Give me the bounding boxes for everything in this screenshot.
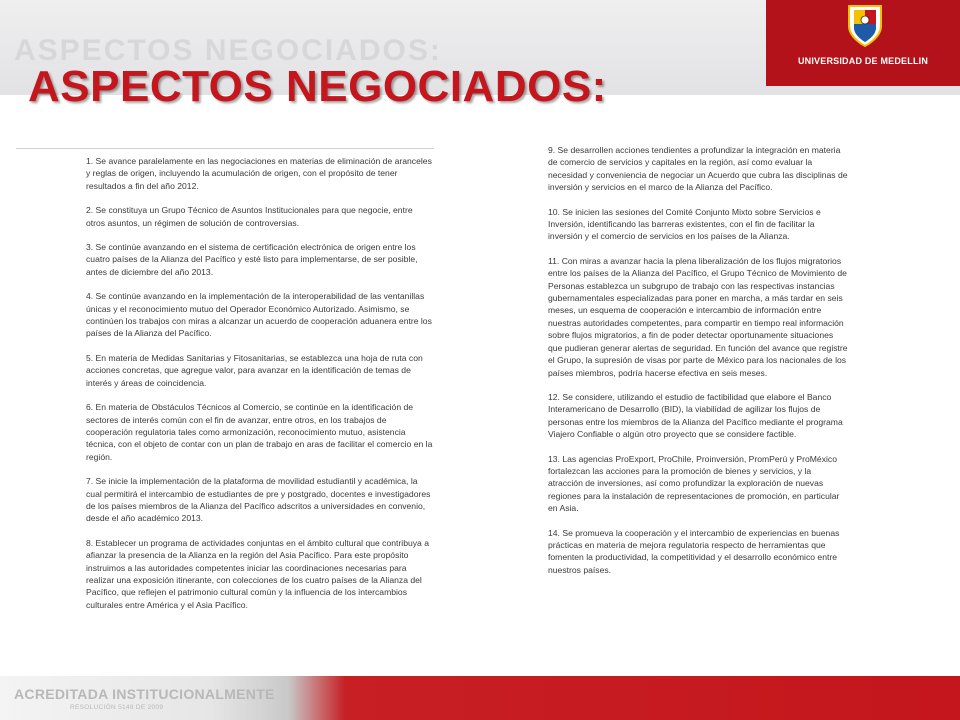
list-item: 4. Se continúe avanzando en la implementación de la interoperabilidad de las ventanillas únicas y el reconocimiento mutuo del Operador Económico Autorizado. Asimismo, se continúen los trabajos con miras a alcanzar un acuerdo de cooperación aduanera entre los países de la Alianza del Pacífico.	[86, 291, 432, 339]
list-item: 5. En materia de Medidas Sanitarias y Fitosanitarias, se establezca una hoja de ruta con acciones concretas, que agregue valor, para avanzar en la identificación de temas de interés y áreas de coincidencia.	[86, 352, 423, 388]
list-item: 14. Se promueva la cooperación y el intercambio de experiencias en buenas prácticas en materia de mejora regulatoria respecto de herramientas que fomenten la productividad, la competitividad y el desarrollo económico entre nuestros países.	[548, 527, 840, 575]
university-name: UNIVERSIDAD DE MEDELLIN	[797, 56, 929, 66]
list-item: 8. Establecer un programa de actividades conjuntas en el ámbito cultural que contribuya a afianzar la presencia de la Alianza en la región del Asia Pacífico. Para este propósito instruimos a las autoridades competentes iniciar las coordinaciones necesarias para realizar una exposición itinerante, con colecciones de los cuatro países de la Alianza del Pacífico, que reflejen el patrimonio cultural común y la influencia de los intercambios culturales entre América y el Asia Pacífico.	[86, 537, 429, 610]
university-shield-icon	[846, 4, 884, 48]
list-item: 1. Se avance paralelamente en las negociaciones en materias de eliminación de aranceles y reglas de origen, incluyendo la acumulación de origen, con el propósito de tener resultados a fin del año 2012.	[86, 156, 432, 191]
list-item: 7. Se inicie la implementación de la plataforma de movilidad estudiantil y académica, la cual permitirá el intercambio de estudiantes de pre y postgrado, docentes e investigadores de los países miembros de la Alianza del Pacífico adscritos a universidades en convenio, desde el año académico 2013.	[86, 476, 431, 524]
right-column	[548, 144, 848, 628]
divider	[16, 148, 434, 149]
list-item: 11. Con miras a avanzar hacia la plena liberalización de los flujos migratorios entre los países de la Alianza del Pacífico, el Grupo Técnico de Movimiento de Personas establezca un subgrupo de trabajo con las respectivas instancias gubernamentales especializadas para poner en marcha, a más tardar en seis meses, un esquema de cooperación e intercambio de información entre nuestras autoridades competentes, para compartir en tiempo real información sobre flujos migratorios, a fin de poder detectar oportunamente situaciones que pudieran generar alertas de seguridad. En función del avance que registre el Grupo, la supresión de visas por parte de México para los nacionales de los países miembros, podría hacerse efectiva en seis meses.	[548, 255, 848, 378]
list-item: 12. Se considere, utilizando el estudio de factibilidad que elabore el Banco Interamericano de Desarrollo (BID), la viabilidad de agilizar los flujos de personas entre los miembros de la Alianza del Pacífico mediante el programa Viajero Confiable o algún otro proyecto que se considere factible.	[548, 391, 843, 440]
accreditation-text: ACREDITADA INSTITUCIONALMENTE	[14, 686, 275, 702]
list-item: 10. Se inicien las sesiones del Comité Conjunto Mixto sobre Servicios e Inversión, identificando las barreras existentes, con el fin de facilitar la inversión y el comercio de servicios en los países de la Alianza.	[548, 206, 821, 242]
left-column	[86, 155, 434, 635]
list-item: 9. Se desarrollen acciones tendientes a profundizar la integración en materia de comercio de servicios y capitales en la región, así como evaluar la necesidad y conveniencia de negociar un Acuerdo que cubra las disciplinas de inversión y servicios en el marco de la Alianza del Pacífico.	[548, 145, 848, 193]
header-ghost-title: ASPECTOS NEGOCIADOS:	[14, 34, 442, 67]
page-title: ASPECTOS NEGOCIADOS:	[28, 62, 607, 111]
list-item: 2. Se constituya un Grupo Técnico de Asuntos Institucionales para que negocie, entre otros asuntos, un régimen de solución de controversias.	[86, 205, 413, 228]
list-item: 6. En materia de Obstáculos Técnicos al Comercio, se continúe en la identificación de sectores de interés común con el fin de avanzar, entre otros, en los trabajos de cooperación regulatoria tales como armonización, reconocimiento mutuo, asistencia técnica, con el objeto de contar con un plan de trabajo en aras de facilitar el comercio en la región.	[86, 402, 433, 462]
list-item: 3. Se continúe avanzando en el sistema de certificación electrónica de origen entre los cuatro países de la Alianza del Pacífico y esté listo para implementarse, de ser posible, antes de diciembre del año 2013.	[86, 242, 418, 277]
resolution-text: RESOLUCIÓN 5148 DE 2009	[70, 704, 164, 711]
list-item: 13. Las agencias ProExport, ProChile, Proinversión, PromPerú y ProMéxico fortalezcan las acciones para la promoción de bienes y servicios, y la atracción de inversiones, así como profundizar la exploración de nuevas regiones para la instalación de representaciones de promoción, en particular en Asia.	[548, 453, 840, 514]
